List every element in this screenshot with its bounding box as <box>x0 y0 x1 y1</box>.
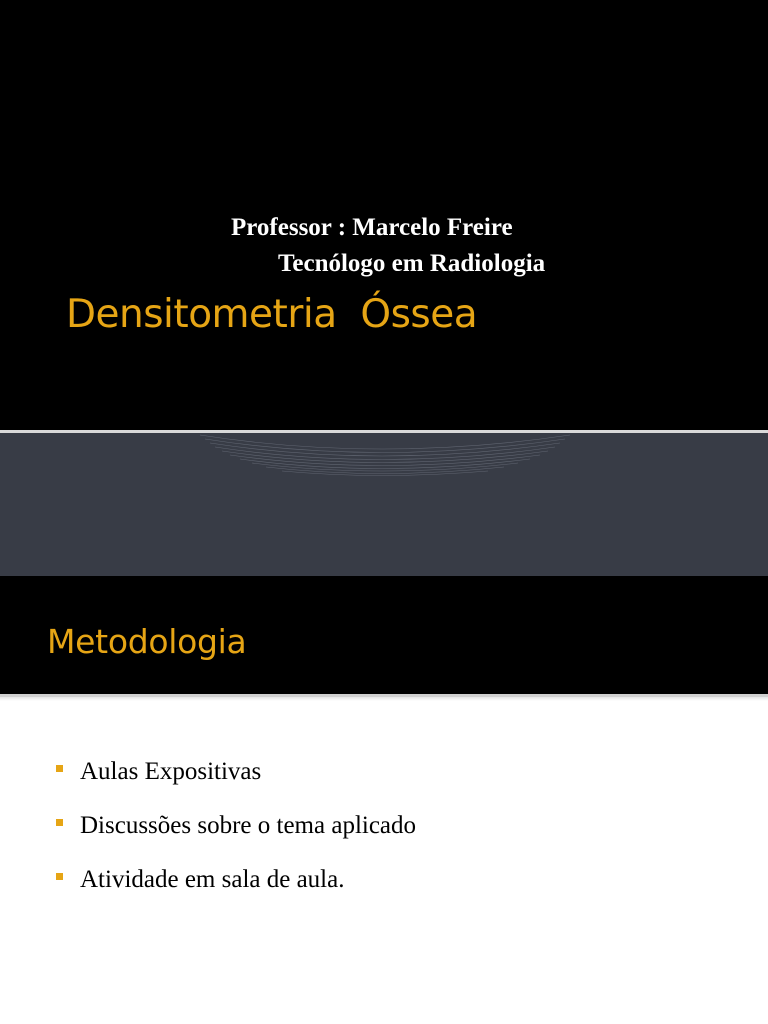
slide-header <box>0 576 768 694</box>
presenter-role: Tecnólogo em Radiologia <box>278 250 546 277</box>
wave-pattern-graphic <box>0 433 768 576</box>
square-bullet-icon <box>56 819 63 826</box>
header-divider-shadow <box>0 697 768 701</box>
bullet-text: Discussões sobre o tema aplicado <box>80 812 417 839</box>
bullet-text: Aulas Expositivas <box>80 758 262 785</box>
list-item <box>56 863 736 897</box>
list-item <box>56 809 736 843</box>
slide-heading: Metodologia <box>47 622 247 661</box>
square-bullet-icon <box>56 765 63 772</box>
list-item <box>56 755 736 789</box>
presenter-name: Professor : Marcelo Freire <box>231 214 513 241</box>
square-bullet-icon <box>56 873 63 880</box>
slide-title: Densitometria Óssea <box>66 292 478 337</box>
decorative-band <box>0 433 768 576</box>
bullet-text: Atividade em sala de aula. <box>80 866 345 893</box>
content-slide <box>0 576 768 1024</box>
